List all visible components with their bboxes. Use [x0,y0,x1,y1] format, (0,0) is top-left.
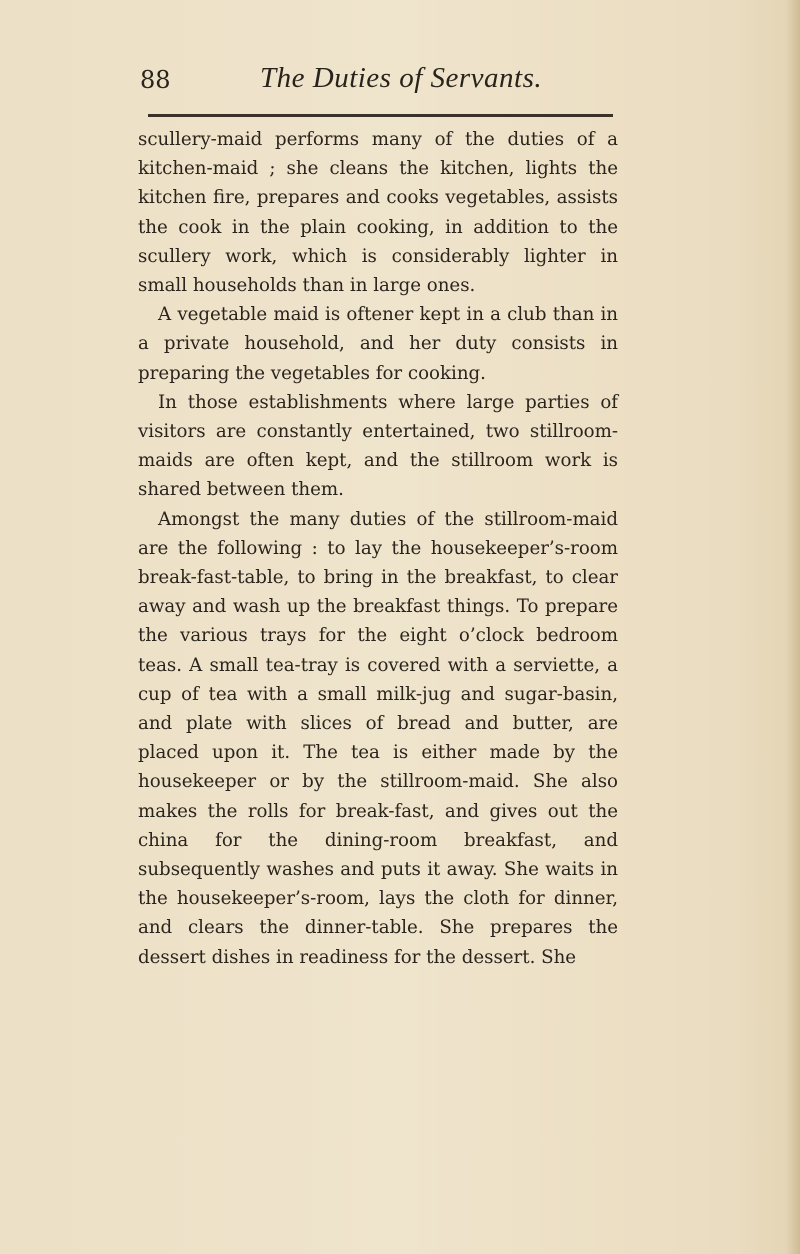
paragraph: A vegetable maid is oftener kept in a club than in a private household, and her duty consists in preparing the vegetables for cooking. [138,304,618,384]
page-edge-shadow [786,0,800,1254]
page-number: 88 [140,66,171,94]
paragraph: In those establishments where large parties of visitors are constantly entertained, two stillroom-maids are often kept, and the stillroom work is shared between them. [138,391,618,501]
running-title: The Duties of Servants. [260,62,543,94]
header-rule [148,114,613,117]
paragraph: Amongst the many duties of the stillroom-maid are the following : to lay the housekeeper’s-room break-fast-table, to bring in the breakfast, to clear away and wash up the breakfast things. To prepare the various trays for the eight o’clock bedroom teas. A small tea-tray is covered with a serviette, a cup of tea with a small milk-jug and sugar-basin, and plate with slices of bread and butter, are placed upon it. The tea is either made by the housekeeper or by the stillroom-maid. She also makes the rolls for break-fast, and gives out the china for the dining-room breakfast, and subsequently washes and puts it away. She waits in the housekeeper’s-room, lays the cloth for dinner, and clears the dinner-table. She prepares the dessert dishes in readiness for the dessert. She [138,508,618,968]
paragraph: scullery-maid performs many of the duties of a kitchen-maid ; she cleans the kitchen, lights the kitchen fire, prepares and cooks vegetables, assists the cook in the plain cooking, in addition to the scullery work, which is considerably lighter in small households than in large ones. [138,129,618,297]
body-text [138,125,618,972]
page-header [140,62,610,102]
